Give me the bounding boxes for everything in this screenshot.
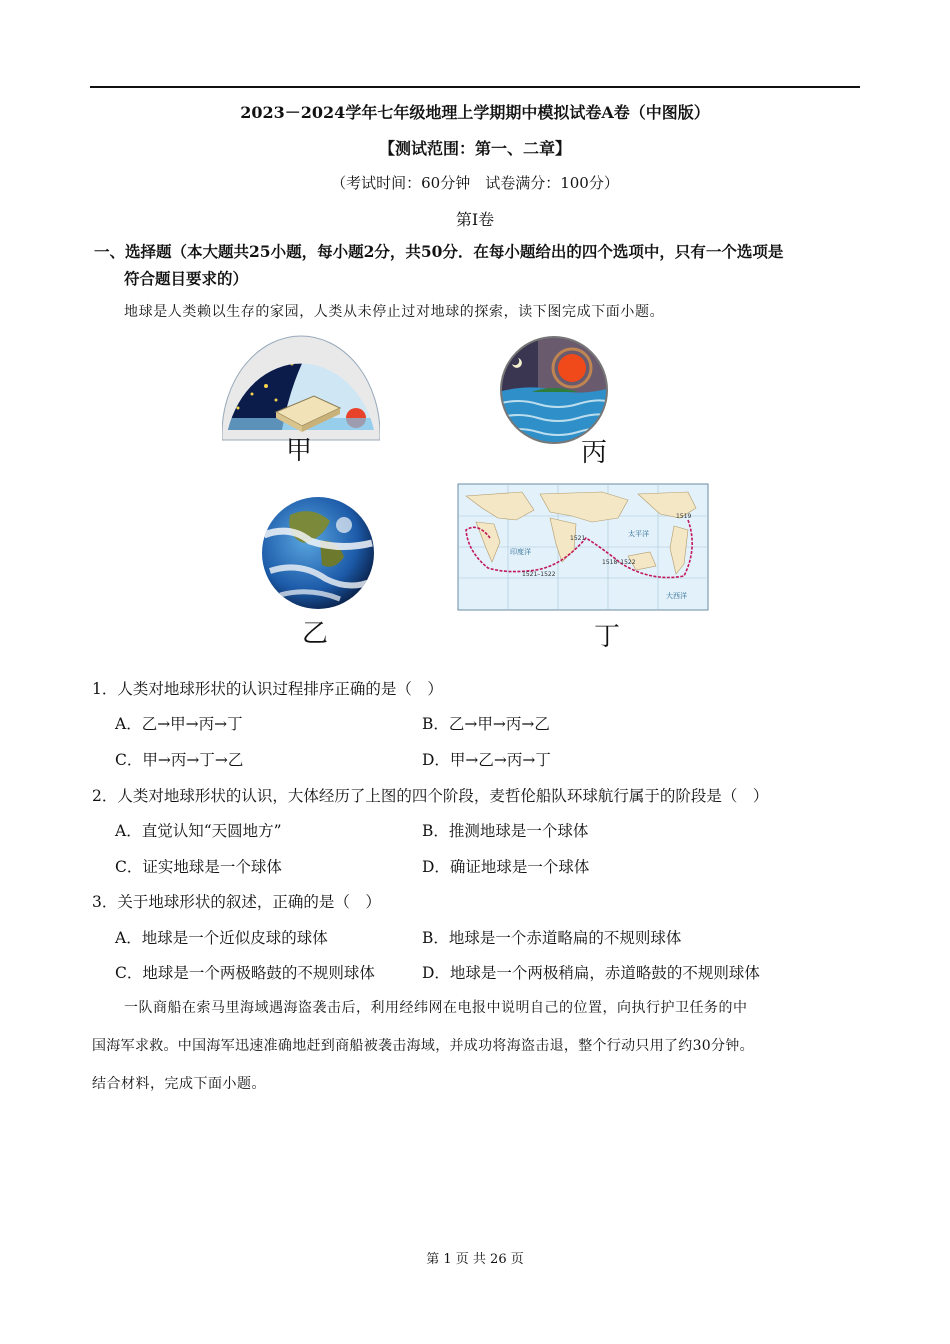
header-rule	[90, 86, 860, 88]
question-2-option-d: D．确证地球是一个球体	[422, 858, 590, 876]
label-ding: 丁	[594, 622, 621, 652]
map-label-1521-1522: 1521–1522	[522, 571, 556, 578]
figure-map-ding	[452, 478, 714, 620]
map-ocean-indian: 印度洋	[510, 548, 531, 556]
question-3-stem: 3．关于地球形状的叙述，正确的是（ ）	[92, 893, 381, 911]
exam-meta: （考试时间：60分钟 试卷满分：100分）	[331, 174, 619, 192]
question-1-option-a: A．乙→甲→丙→丁	[115, 715, 243, 733]
question-1-option-d: D．甲→乙→丙→丁	[422, 751, 551, 769]
question-1-option-b: B．乙→甲→丙→乙	[422, 715, 550, 733]
page-footer: 第 1 页 共 26 页	[426, 1252, 524, 1267]
question-2-option-c: C．证实地球是一个球体	[115, 858, 282, 876]
intro-text: 地球是人类赖以生存的家园，人类从未停止过对地球的探索，读下图完成下面小题。	[124, 304, 665, 320]
passage-line-2: 国海军求救。中国海军迅速准确地赶到商船被袭击海域，并成功将海盗击退，整个行动只用了约30分钟。	[92, 1038, 754, 1054]
question-1-stem: 1．人类对地球形状的认识过程排序正确的是（ ）	[92, 680, 443, 698]
question-2-stem: 2．人类对地球形状的认识，大体经历了上图的四个阶段，麦哲伦船队环球航行属于的阶段是（ ）	[92, 787, 769, 805]
question-3-option-a: A．地球是一个近似皮球的球体	[115, 929, 328, 947]
label-jia: 甲	[286, 436, 313, 466]
map-ocean-atlantic: 大西洋	[666, 592, 687, 600]
label-bing: 丙	[581, 438, 608, 468]
question-1-option-c: C．甲→丙→丁→乙	[115, 751, 244, 769]
map-label-1521: 1521	[570, 535, 586, 542]
figure-earth-yi	[260, 495, 376, 615]
question-3-option-b: B．地球是一个赤道略扁的不规则球体	[422, 929, 682, 947]
map-label-1518-1522: 1518–1522	[602, 559, 636, 566]
question-2-option-a: A．直觉认知“天圆地方”	[115, 822, 282, 840]
question-3-option-d: D．地球是一个两极稍扁，赤道略鼓的不规则球体	[422, 964, 760, 982]
section-heading-line1: 一、选择题（本大题共25小题，每小题2分，共50分．在每小题给出的四个选项中，只有一个选项是	[94, 242, 784, 261]
passage-line-3: 结合材料，完成下面小题。	[92, 1076, 266, 1092]
question-3-option-c: C．地球是一个两极略鼓的不规则球体	[115, 964, 375, 982]
map-label-1519: 1519	[676, 513, 692, 520]
section-heading-line2: 符合题目要求的）	[124, 269, 249, 288]
map-ocean-pacific: 太平洋	[628, 530, 649, 538]
passage-line-1: 一队商船在索马里海域遇海盗袭击后，利用经纬网在电报中说明自己的位置，向执行护卫任务的中	[124, 1000, 748, 1016]
volume-label: 第Ⅰ卷	[455, 210, 495, 229]
exam-title: 2023－2024学年七年级地理上学期期中模拟试卷A卷（中图版）	[240, 103, 710, 122]
test-range: 【测试范围：第一、二章】	[378, 139, 571, 158]
label-yi: 乙	[302, 619, 329, 649]
question-2-option-b: B．推测地球是一个球体	[422, 822, 589, 840]
